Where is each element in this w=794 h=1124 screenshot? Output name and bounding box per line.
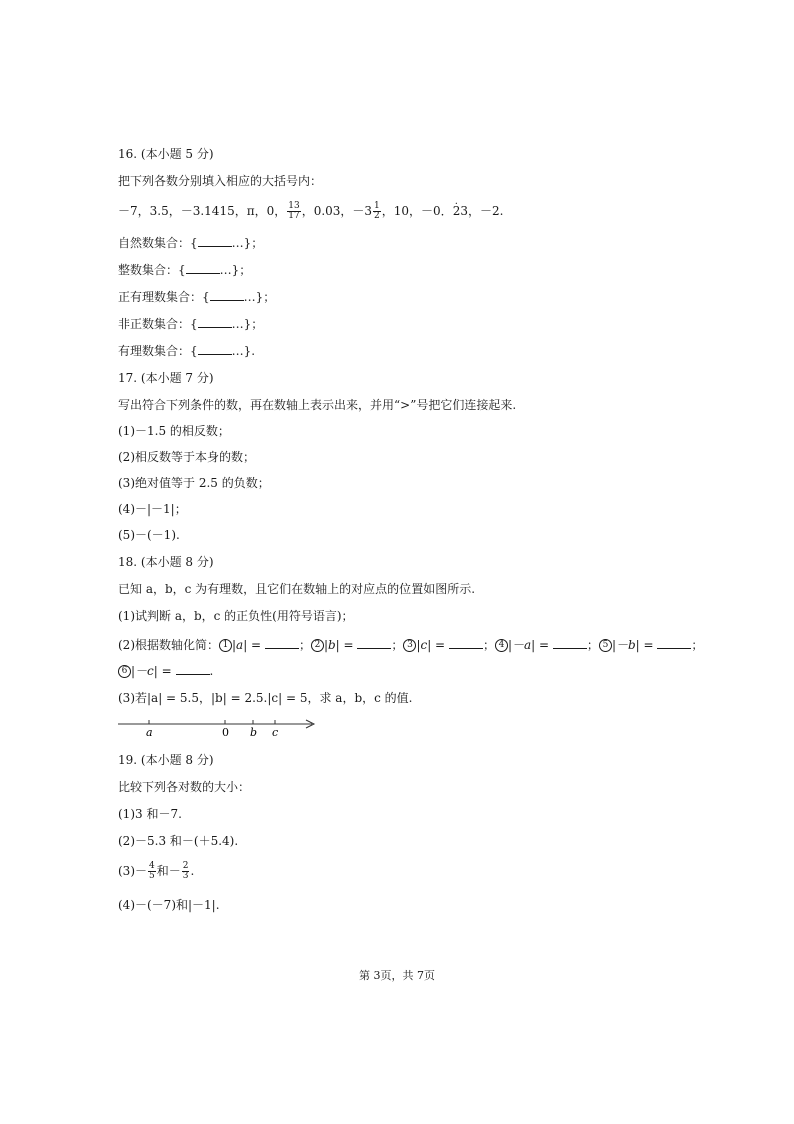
q16-set-rational [118,343,255,359]
q19-item-3 [118,860,194,882]
set-tail: …}； [243,290,276,304]
q18-part-1: (1)试判断 a，b，c 的正负性(用符号语言)； [118,609,354,623]
q19-header: 19. (本小题 8 分) [118,753,214,767]
set-label: 非正数集合：{ [118,317,198,331]
answer-blank[interactable] [176,664,210,675]
separator: ； [586,638,599,652]
set-tail: …}； [231,236,264,250]
q18-part-2-row1 [118,637,703,653]
q19-item-3-prefix: (3)－ [118,864,147,878]
q17-item-1: (1)－1.5 的相反数； [118,424,230,438]
separator: ； [691,638,704,652]
q16-header: 16. (本小题 5 分) [118,147,214,161]
answer-blank[interactable] [357,638,391,649]
abs-expression: |－c| = [131,664,172,678]
q16-instruction: 把下列各数分别填入相应的大括号内： [118,174,323,188]
answer-blank[interactable] [265,638,299,649]
circled-number: 4 [495,639,508,652]
fraction-numerator: 13 [288,201,300,211]
label-c: c [272,726,279,739]
q17-instruction: 写出符合下列条件的数，再在数轴上表示出来，并用“>”号把它们连接起来. [118,398,517,412]
abs-expression: |－a| = [507,638,550,652]
fraction-denominator: 3 [182,871,189,881]
q16-set-integer [118,262,251,278]
fraction-denominator: 5 [149,871,155,881]
q18-part-2-row2 [118,663,213,679]
q17-item-2: (2)相反数等于本身的数； [118,450,255,464]
abs-expression: |－b| = [611,638,654,652]
label-b: b [250,726,258,739]
q16-number-list [118,200,503,222]
set-tail: …}. [231,344,256,358]
answer-blank[interactable] [210,290,244,301]
set-label: 自然数集合：{ [118,236,198,250]
label-a: a [146,726,153,739]
q16-set-non-positive [118,316,263,332]
q18-header: 18. (本小题 8 分) [118,555,214,569]
fraction-1-2 [373,202,381,221]
set-label: 整数集合：{ [118,263,186,277]
q19-item-2: (2)－5.3 和－(＋5.4). [118,834,239,848]
abs-expression: |c| = [416,638,446,652]
separator: ； [298,638,311,652]
fraction-denominator: 17 [288,211,300,221]
fraction-numerator: 1 [374,201,380,211]
fraction-2-3 [182,862,190,881]
circled-number: 5 [599,639,612,652]
answer-blank[interactable] [186,263,220,274]
circled-number: 3 [403,639,416,652]
period: . [190,864,195,878]
repeating-decimal-digits: . 23 [453,200,468,222]
answer-blank[interactable] [198,344,232,355]
page-footer: 第 3页，共 7页 [359,969,435,982]
q18-line-given: 已知 a，b，c 为有理数，且它们在数轴上的对应点的位置如图所示. [118,582,476,596]
circled-number: 6 [118,665,131,678]
period: . [209,664,214,678]
q16-set-natural [118,235,263,251]
q18-part-3: (3)若|a| = 5.5，|b| = 2.5.|c| = 5，求 a，b，c 的值. [118,691,413,705]
circled-number: 2 [311,639,324,652]
q19-item-4: (4)－(－7)和|－1|. [118,898,220,912]
answer-blank[interactable] [657,638,691,649]
fraction-denominator: 2 [374,211,380,221]
fraction-numerator: 2 [182,861,189,871]
label-0: 0 [222,726,229,739]
fraction-4-5 [148,862,156,881]
answer-blank[interactable] [198,317,232,328]
q17-item-5: (5)－(－1). [118,528,180,542]
q17-header: 17. (本小题 7 分) [118,371,214,385]
answer-blank[interactable] [198,236,232,247]
q19-item-1: (1)3 和－7. [118,807,182,821]
q16-set-positive-rational [118,289,275,305]
q16-numbers-part4: ，－2. [467,204,504,218]
abs-expression: |a| = [232,638,262,652]
abs-expression: |b| = [323,638,354,652]
fraction-13-17 [287,202,300,221]
fraction-numerator: 4 [149,861,155,871]
separator: ； [482,638,495,652]
answer-blank[interactable] [553,638,587,649]
q17-item-3: (3)绝对值等于 2.5 的负数； [118,476,270,490]
answer-blank[interactable] [449,638,483,649]
set-tail: …}； [231,317,264,331]
set-label: 正有理数集合：{ [118,290,210,304]
circled-number: 1 [219,639,232,652]
q16-numbers-part1: －7，3.5，－3.1415，π，0， [118,204,287,218]
q16-numbers-part2: ，0.03，－3 [301,204,373,218]
set-label: 有理数集合：{ [118,344,198,358]
separator: ； [391,638,404,652]
number-line-diagram [116,716,320,740]
q16-numbers-part3: ，10，－0． [381,204,453,218]
q17-item-4: (4)－|－1|； [118,502,187,516]
q18-part-2-prefix: (2)根据数轴化简： [118,638,219,652]
q19-item-3-mid: 和－ [156,864,181,878]
set-tail: …}； [219,263,252,277]
q19-instruction: 比较下列各对数的大小： [118,780,251,794]
